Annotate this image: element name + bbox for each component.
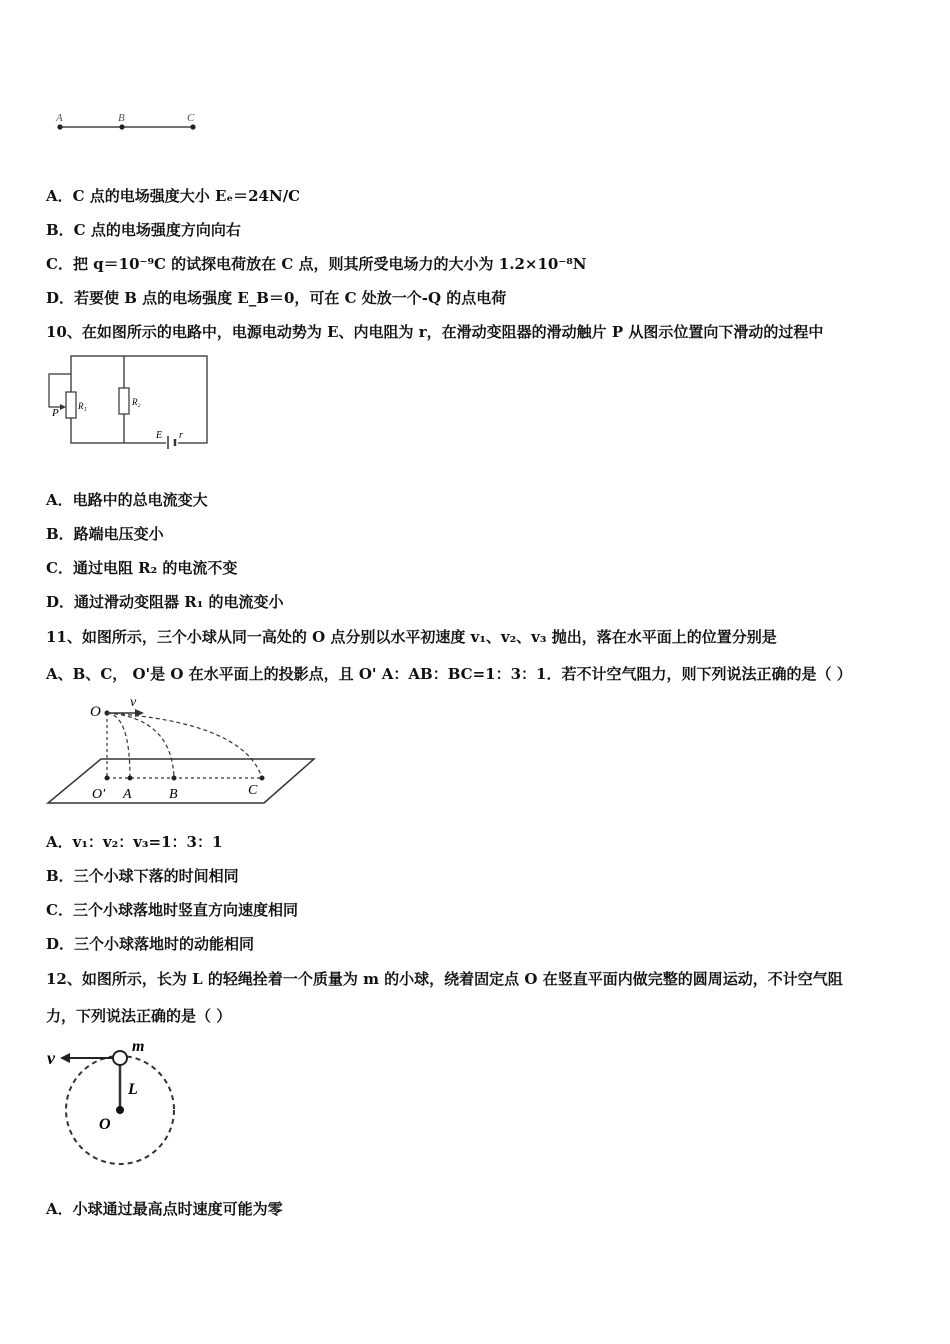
- q11-option-b: B．三个小球下落的时间相同: [46, 867, 239, 885]
- q9-option-c: C．把 q＝10⁻⁹C 的试探电荷放在 C 点，则其所受电场力的大小为 1.2×10⁻⁸N: [46, 255, 587, 273]
- q12-stem-line1: 12、如图所示，长为 L 的轻绳拴着一个质量为 m 的小球，绕着固定点 O 在竖直平面内做完整的圆周运动，不计空气阻: [46, 970, 843, 988]
- label-v: v: [130, 695, 137, 710]
- label-e: E: [156, 430, 163, 441]
- q11-stem-line1: 11、如图所示，三个小球从同一高处的 O 点分别以水平初速度 v₁、v₂、v₃ 抛出，落在水平面上的位置分别是: [46, 628, 777, 646]
- q11-stem-line2: A、B、C， O'是 O 在水平面上的投影点，且 O' A：AB：BC=1：3：1．若不计空气阻力，则下列说法正确的是（ ）: [46, 665, 852, 683]
- q10-option-a: A．电路中的总电流变大: [46, 491, 208, 509]
- q9-option-b: B．C 点的电场强度方向向右: [46, 221, 241, 239]
- resistor-r1: [66, 392, 76, 418]
- label-m: m: [132, 1038, 145, 1055]
- label-b: B: [118, 112, 125, 124]
- label-a: A: [123, 787, 132, 802]
- ball: [113, 1051, 127, 1065]
- label-o-prime: O': [92, 787, 106, 802]
- q9-option-a: A．C 点的电场强度大小 Eₑ＝24N/C: [46, 187, 301, 205]
- q11-option-d: D．三个小球落地时的动能相同: [46, 935, 255, 953]
- q10-option-b: B．路端电压变小: [46, 525, 164, 543]
- fixed-point: [116, 1106, 124, 1114]
- horizontal-plane: [48, 759, 314, 803]
- q11-option-a: A．v₁：v₂：v₃=1：3：1: [46, 833, 223, 851]
- q10-option-c: C．通过电阻 R₂ 的电流不变: [46, 559, 238, 577]
- label-a: A: [56, 112, 63, 124]
- resistor-r2: [119, 388, 129, 414]
- label-v: v: [47, 1048, 55, 1068]
- abc-points-figure: [50, 108, 210, 138]
- point-c: [190, 124, 195, 129]
- label-r2: R₂: [132, 397, 141, 407]
- point-a: [57, 124, 62, 129]
- q12-stem-line2: 力，下列说法正确的是（ ）: [46, 1007, 232, 1025]
- label-l: L: [128, 1081, 138, 1098]
- label-o: O: [90, 704, 101, 720]
- q10-stem: 10、在如图所示的电路中，电源电动势为 E、内电阻为 r，在滑动变阻器的滑动触片 P 从图示位置向下滑动的过程中: [46, 323, 824, 341]
- label-p: P: [52, 407, 59, 419]
- label-c: C: [248, 783, 258, 798]
- point-b: [119, 124, 124, 129]
- q11-option-c: C．三个小球落地时竖直方向速度相同: [46, 901, 298, 919]
- projectile-figure: [44, 694, 319, 806]
- label-b: B: [169, 787, 178, 802]
- label-o: O: [99, 1116, 111, 1133]
- q12-option-a: A．小球通过最高点时速度可能为零: [46, 1200, 283, 1218]
- label-r1: R₁: [78, 401, 87, 411]
- trajectory-a: [107, 713, 130, 778]
- q9-option-d: D．若要使 B 点的电场强度 E_B＝0，可在 C 处放一个-Q 的点电荷: [46, 289, 507, 307]
- trajectory-b: [107, 713, 174, 778]
- q10-option-d: D．通过滑动变阻器 R₁ 的电流变小: [46, 593, 284, 611]
- circular-motion-figure: [44, 1034, 194, 1169]
- circuit-figure: [44, 350, 214, 450]
- label-c: C: [187, 112, 195, 124]
- label-r: r: [179, 430, 183, 441]
